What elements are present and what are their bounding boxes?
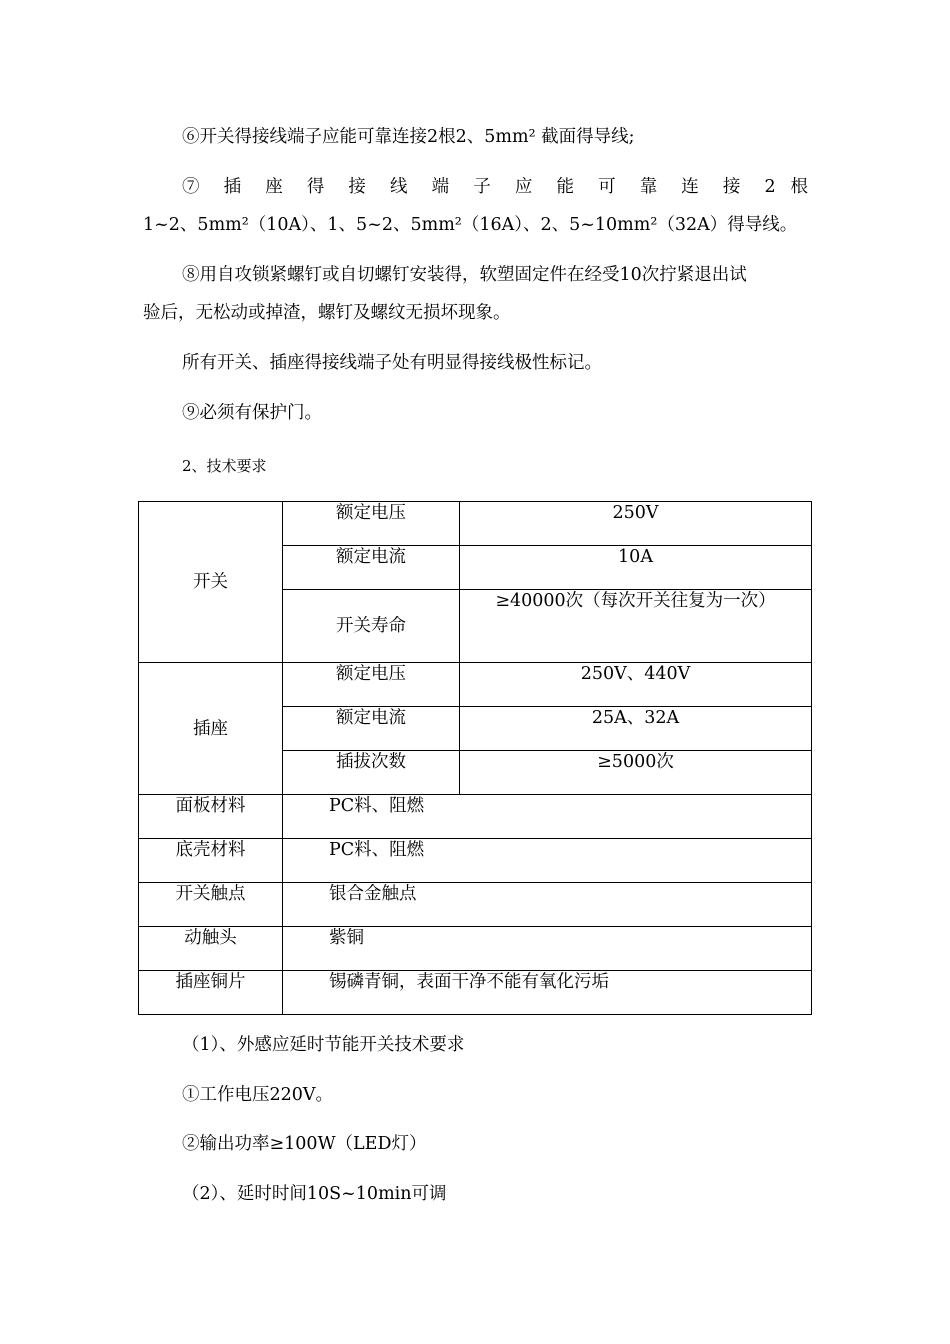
subsection-1: （1）、外感应延时节能开关技术要求 (182, 1035, 465, 1055)
table-cell: 250V (460, 502, 812, 546)
table-cell: 紫铜 (283, 927, 812, 971)
table-cell: PC料、阻燃 (283, 839, 812, 883)
table-row (139, 795, 812, 839)
table-cell: 底壳材料 (139, 839, 283, 883)
table-cell: 开关触点 (139, 883, 283, 927)
table-cell: ≥5000次 (460, 751, 812, 795)
table-row (139, 971, 812, 1015)
socket-group-label: 插座 (139, 663, 283, 795)
table-cell: 锡磷青铜，表面干净不能有氧化污垢 (283, 971, 812, 1015)
paragraph-9: ⑨必须有保护门。 (182, 403, 322, 423)
table-cell: 25A、32A (460, 707, 812, 751)
subsection-2: （2）、延时时间10S~10min可调 (182, 1184, 447, 1204)
paragraph-polarity: 所有开关、插座得接线端子处有明显得接线极性标记。 (182, 353, 602, 373)
table-row (139, 839, 812, 883)
table-cell: 250V、440V (460, 663, 812, 707)
table-cell: 开关寿命 (283, 590, 460, 663)
table-cell: 额定电流 (283, 546, 460, 590)
paragraph-7-line1: ⑦ 插 座 得 接 线 端 子 应 能 可 靠 连 接 2 根 (182, 177, 808, 197)
table-cell: PC料、阻燃 (283, 795, 812, 839)
paragraph-7-line2: 1~2、5mm²（10A）、1、5~2、5mm²（16A）、2、5~10mm²（32A）得导线。 (143, 215, 798, 235)
table-cell: 插拔次数 (283, 751, 460, 795)
table-cell: 额定电流 (283, 707, 460, 751)
table-cell: 额定电压 (283, 502, 460, 546)
table-cell: 10A (460, 546, 812, 590)
item-2: ②输出功率≥100W（LED灯） (182, 1134, 427, 1154)
paragraph-8-line1: ⑧用自攻锁紧螺钉或自切螺钉安装得，软塑固定件在经受10次拧紧退出试 (182, 265, 747, 285)
paragraph-6: ⑥开关得接线端子应能可靠连接2根2、5mm² 截面得导线; (182, 127, 635, 147)
table-cell: ≥40000次（每次开关往复为一次） (460, 590, 812, 663)
spec-table (138, 501, 812, 1015)
item-1: ①工作电压220V。 (182, 1085, 334, 1105)
table-cell: 面板材料 (139, 795, 283, 839)
table-cell: 额定电压 (283, 663, 460, 707)
table-row (139, 927, 812, 971)
section-heading-2: 2、技术要求 (182, 457, 267, 475)
table-row (139, 502, 812, 546)
paragraph-8-line2: 验后，无松动或掉渣，螺钉及螺纹无损坏现象。 (143, 303, 511, 323)
table-row (139, 883, 812, 927)
table-cell: 插座铜片 (139, 971, 283, 1015)
table-row (139, 663, 812, 707)
table-cell: 银合金触点 (283, 883, 812, 927)
switch-group-label: 开关 (139, 502, 283, 663)
table-cell: 动触头 (139, 927, 283, 971)
